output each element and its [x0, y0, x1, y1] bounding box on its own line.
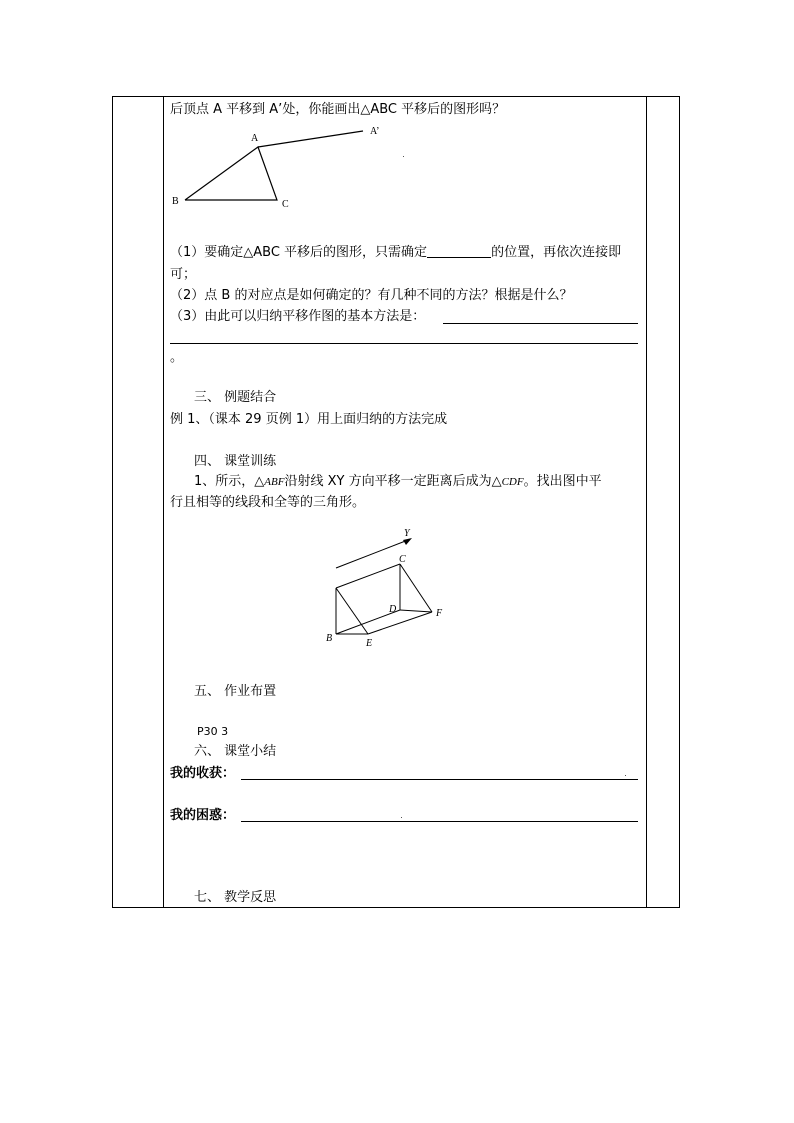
homework-assignment: P30 3 — [197, 725, 229, 738]
section-4-question-1-line-2: 行且相等的线段和全等的三角形。 — [170, 495, 366, 510]
label-d: D — [389, 604, 397, 615]
segment-a-c — [336, 564, 400, 588]
triangle-figure — [170, 120, 410, 212]
section-6-title: 六、 课堂小结 — [194, 744, 277, 759]
question-1-line-2: 可； — [170, 267, 197, 282]
translation-figure — [320, 522, 450, 650]
label-a-prime: A’ — [370, 126, 380, 137]
question-intro: 后顶点 A 平移到 A’处，你能画出△ABC 平移后的图形吗？ — [170, 102, 506, 117]
label-c: C — [399, 554, 406, 565]
gain-answer-line[interactable] — [241, 779, 638, 780]
label-b: B — [172, 196, 179, 207]
label-b: B — [326, 633, 333, 644]
section-4-title: 四、 课堂训练 — [194, 454, 277, 469]
section-7-title: 七、 教学反思 — [194, 890, 277, 905]
section-3-title: 三、 例题结合 — [194, 390, 277, 405]
question-1-start: （1）要确定△ABC 平移后的图形，只需确定 — [170, 245, 428, 260]
stray-dot — [401, 817, 402, 818]
triangle-abc — [185, 147, 277, 200]
triangle-cdf-label: CDF — [501, 476, 524, 488]
label-e: E — [366, 638, 373, 649]
section-4-question-1 — [194, 474, 602, 490]
translation-segment — [258, 131, 363, 147]
question-3-end: 。 — [170, 350, 184, 365]
table-divider-right — [646, 96, 647, 908]
stray-dot — [625, 775, 626, 776]
confusion-label: 我的困惑： — [170, 808, 236, 823]
section-4-q1-part-a: 1、所示，△ — [194, 474, 265, 489]
question-1-end: 的位置，再依次连接即 — [491, 245, 622, 260]
ray-xy — [336, 540, 408, 568]
segment-a-e — [336, 588, 368, 634]
label-a: A — [251, 133, 259, 144]
section-5-title: 五、 作业布置 — [194, 684, 277, 699]
triangle-abf-label: ABF — [264, 476, 285, 488]
gain-label: 我的收获： — [170, 766, 236, 781]
ray-arrowhead — [403, 538, 412, 545]
label-c: C — [282, 199, 289, 210]
section-3-example: 例 1、（课本 29 页例 1）用上面归纳的方法完成 — [170, 412, 448, 427]
table-divider-left — [163, 96, 164, 908]
question-3-answer-line-2 — [170, 343, 638, 344]
section-4-q1-part-b: 沿射线 XY 方向平移一定距离后成为△ — [284, 474, 502, 489]
question-3-answer-line — [443, 323, 638, 324]
question-1-line-1 — [170, 245, 621, 261]
confusion-answer-line[interactable] — [241, 821, 638, 822]
question-2: （2）点 B 的对应点是如何确定的？有几种不同的方法？根据是什么？ — [170, 288, 573, 303]
stray-dot — [403, 156, 404, 157]
section-4-q1-part-c: 。找出图中平 — [523, 474, 602, 489]
question-3: （3）由此可以归纳平移作图的基本方法是： — [170, 309, 426, 324]
label-f: F — [436, 608, 443, 619]
segment-e-f — [368, 612, 432, 634]
segment-c-f — [400, 564, 432, 612]
question-1-blank — [427, 245, 491, 258]
label-y: Y — [404, 528, 410, 539]
segment-d-f — [400, 610, 432, 612]
